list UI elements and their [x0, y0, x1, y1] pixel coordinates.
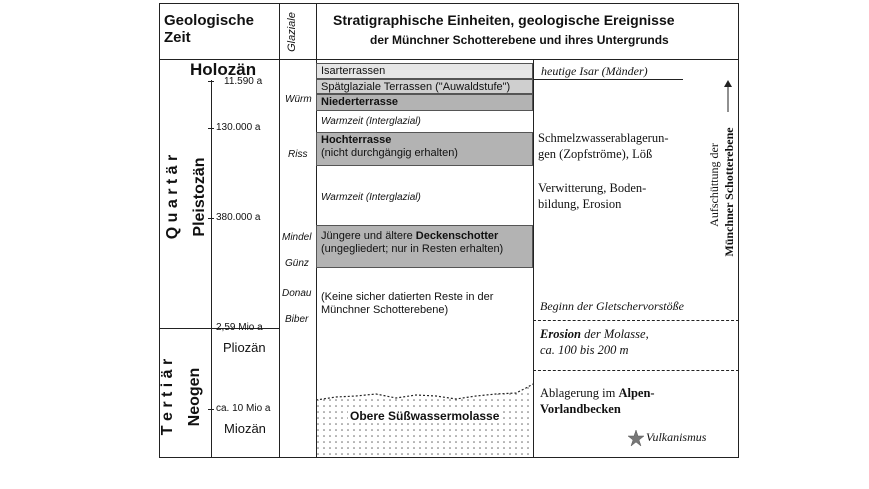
glacial-riss: Riss	[288, 149, 308, 160]
glacial-guenz: Günz	[285, 258, 309, 269]
event-schmelz-1: Schmelzwasserablagerun-	[538, 131, 669, 145]
age-11590: 11.590 a	[224, 76, 263, 87]
tick-380000	[208, 218, 214, 219]
star-icon	[627, 429, 645, 447]
isar-underline	[533, 79, 683, 80]
unit-warmzeit-2: Warmzeit (Interglazial)	[321, 192, 421, 203]
tick-11590	[208, 81, 214, 82]
ablagerung-bold-1: Alpen-	[618, 386, 655, 400]
pliozaen-label: Pliozän	[223, 340, 266, 355]
unit-keine-reste-2: Münchner Schotterebene)	[321, 304, 449, 316]
event-gletscher: Beginn der Gletschervorstöße	[540, 299, 684, 313]
event-ablagerung-1	[540, 386, 655, 401]
time-axis-line	[211, 80, 212, 458]
deckenschotter-bold: Deckenschotter	[415, 230, 499, 242]
holozaen-label: Holozän	[190, 60, 257, 79]
hochterrasse-title: Hochterrasse	[321, 134, 392, 146]
header-glaciale-label: Glaziale	[286, 12, 298, 52]
unit-deckenschotter	[316, 225, 533, 268]
aufschuettung-label-1: Aufschüttung der	[707, 143, 721, 227]
event-verwitterung-2: bildung, Erosion	[538, 197, 622, 211]
miozaen-label: Miozän	[224, 421, 266, 436]
tick-259mio	[208, 328, 214, 329]
erosion-bold: Erosion	[540, 327, 581, 341]
glacial-wuerm: Würm	[285, 94, 312, 105]
age-10mio: ca. 10 Mio a	[216, 403, 271, 414]
tick-10mio	[208, 409, 214, 410]
erosion-dashed-line	[533, 370, 739, 372]
unit-hochterrasse	[316, 132, 533, 166]
glacial-mindel: Mindel	[282, 232, 312, 243]
erosion-rest: der Molasse,	[581, 327, 649, 341]
event-schmelz-2: gen (Zopfströme), Löß	[538, 147, 653, 161]
event-erosion-1	[540, 327, 649, 342]
deckenschotter-title	[321, 230, 528, 243]
unit-warmzeit-1: Warmzeit (Interglazial)	[321, 116, 421, 127]
tick-130000	[208, 128, 214, 129]
unit-keine-reste-1: (Keine sicher datierten Reste in der	[321, 291, 494, 303]
arrow-up-icon	[723, 80, 733, 112]
event-isar: heutige Isar (Mänder)	[541, 64, 648, 78]
event-vulkanismus: Vulkanismus	[646, 430, 707, 444]
gletscher-dashed-line	[533, 320, 739, 322]
event-ablagerung-2: Vorlandbecken	[540, 402, 621, 416]
glacial-biber: Biber	[285, 314, 309, 325]
tertiaer-label: T e r t i ä r	[159, 358, 176, 436]
quartaer-label: Q u a r t ä r	[164, 154, 181, 240]
age-130000: 130.000 a	[216, 122, 261, 133]
neogen-label: Neogen	[186, 367, 203, 427]
unit-isarterrassen: Isarterrassen	[316, 63, 533, 79]
header-subtitle: der Münchner Schotterebene und ihres Untergrunds	[370, 33, 669, 47]
unit-spaetglazial: Spätglaziale Terrassen ("Auwaldstufe")	[316, 79, 533, 94]
glacial-donau: Donau	[282, 288, 312, 299]
header-time-label: Geologische Zeit	[164, 12, 255, 46]
event-erosion-2: ca. 100 bis 200 m	[540, 343, 629, 357]
unit-molasse: Obere Süßwassermolasse	[350, 409, 500, 423]
pleistozaen-label: Pleistozän	[191, 157, 208, 237]
event-verwitterung-1: Verwitterung, Boden-	[538, 181, 647, 195]
age-380000: 380.000 a	[216, 212, 261, 223]
col-divider-glaciale	[279, 3, 280, 458]
hochterrasse-note: (nicht durchgängig erhalten)	[321, 147, 458, 159]
aufschuettung-label-2: Münchner Schotterebene	[722, 127, 736, 257]
header-title: Stratigraphische Einheiten, geologische Ereignisse	[333, 12, 675, 28]
ablagerung-prefix: Ablagerung im	[540, 386, 619, 400]
unit-niederterrasse: Niederterrasse	[316, 94, 533, 111]
age-259mio: 2,59 Mio a	[216, 322, 263, 333]
deckenschotter-note: (ungegliedert; nur in Resten erhalten)	[321, 243, 504, 255]
deckenschotter-prefix: Jüngere und ältere	[321, 230, 416, 242]
